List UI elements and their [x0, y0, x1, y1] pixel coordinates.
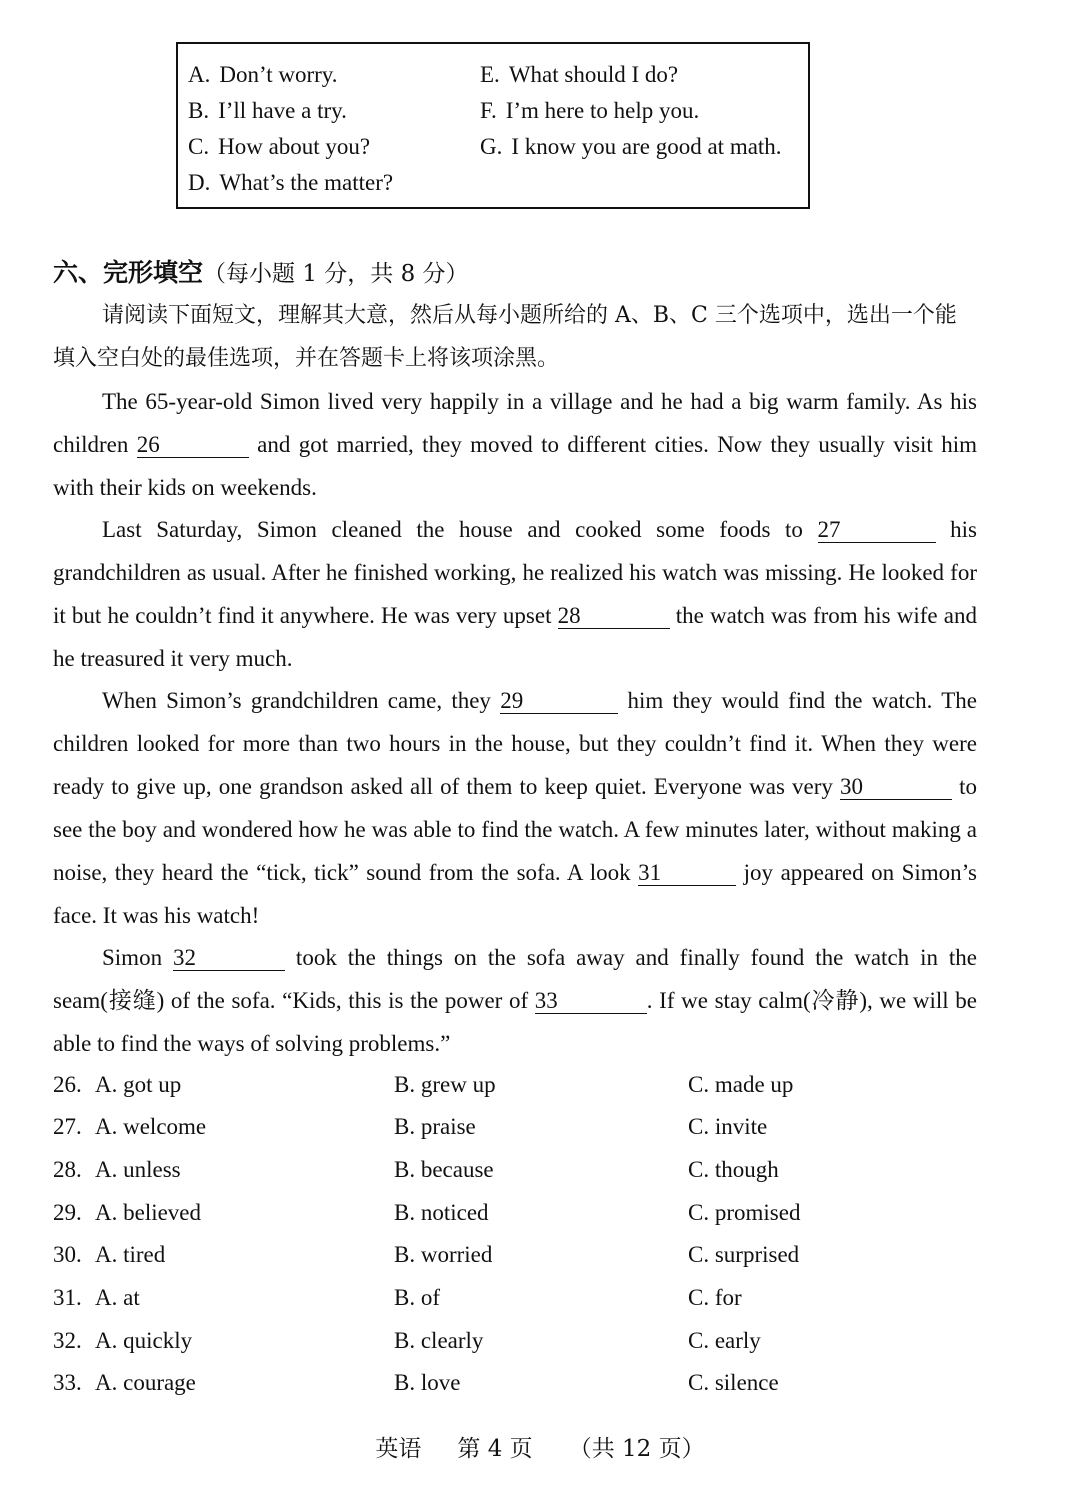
- passage-paragraph-2: Last Saturday, Simon cleaned the house and cooked some foods to 27 his grandchildren as usual. After he finished working, he realized his watch was missing. He looked for it but he couldn’t find it anywhere. He was very upset 28 the watch was from his wife and he treasured it very much.: [53, 517, 977, 671]
- blank-32: 32: [173, 946, 285, 971]
- footer-subject: 英语: [375, 1436, 422, 1462]
- answer-options-box: [176, 42, 810, 209]
- option-c: C. How about you?: [188, 134, 371, 159]
- section-points: （每小题 1 分，共 8 分）: [203, 261, 469, 287]
- passage-paragraph-4: Simon 32 took the things on the sofa away and finally found the watch in the seam(接缝) of the sofa. “Kids, this is the power of 33 . If we stay calm(冷静), we will be able to find the ways of solving problems.”: [53, 945, 978, 1056]
- blank-27: 27: [818, 518, 936, 543]
- footer-total-pages: （共 12 页）: [568, 1436, 705, 1462]
- section-title: 六、完形填空（每小题 1 分，共 8 分）: [53, 258, 469, 287]
- question-30: 30. A. tired B. worried C. surprised: [53, 1242, 800, 1267]
- question-28: 28. A. unless B. because C. though: [53, 1157, 779, 1182]
- option-g: G. I know you are good at math.: [480, 134, 782, 159]
- passage-paragraph-1: The 65-year-old Simon lived very happily in a village and he had a big warm family. As his children 26 and got married, they moved to different cities. Now they usually visit him with their kids on weekends.: [53, 389, 977, 500]
- question-26: 26. A. got up B. grew up C. made up: [53, 1072, 794, 1097]
- question-29: 29. A. believed B. noticed C. promised: [53, 1200, 801, 1225]
- option-e: E. What should I do?: [480, 62, 679, 87]
- option-d: D. What’s the matter?: [188, 170, 394, 195]
- blank-26: 26: [137, 433, 249, 458]
- blank-28: 28: [558, 604, 670, 629]
- section-instruction: 请阅读下面短文，理解其大意，然后从每小题所给的 A、B、C 三个选项中，选出一个能填入空白处的最佳选项，并在答题卡上将该项涂黑。: [53, 303, 957, 371]
- page-footer: [0, 1430, 1080, 1463]
- blank-31: 31: [638, 861, 736, 886]
- question-32: 32. A. quickly B. clearly C. early: [53, 1328, 761, 1353]
- option-f: F. I’m here to help you.: [480, 98, 700, 123]
- option-b: B. I’ll have a try.: [188, 98, 347, 123]
- blank-30: 30: [840, 775, 952, 800]
- footer-page-number: 第 4 页: [457, 1436, 533, 1462]
- option-a: A. Don’t worry.: [188, 62, 338, 87]
- passage-paragraph-3: When Simon’s grandchildren came, they 29 him they would find the watch. The children looked for more than two hours in the house, but they couldn’t find it. When they were ready to give up, one grandson asked all of them to keep quiet. Everyone was very 30 to see the boy and wondered how he was able to find the watch. A few minutes later, without making a noise, they heard the “tick, tick” sound from the sofa. A look 31 joy appeared on Simon’s face. It was his watch!: [53, 688, 978, 928]
- blank-33: 33: [535, 989, 647, 1014]
- question-33: 33. A. courage B. love C. silence: [53, 1370, 779, 1395]
- question-27: 27. A. welcome B. praise C. invite: [53, 1114, 768, 1139]
- blank-29: 29: [500, 689, 618, 714]
- question-31: 31. A. at B. of C. for: [53, 1285, 742, 1310]
